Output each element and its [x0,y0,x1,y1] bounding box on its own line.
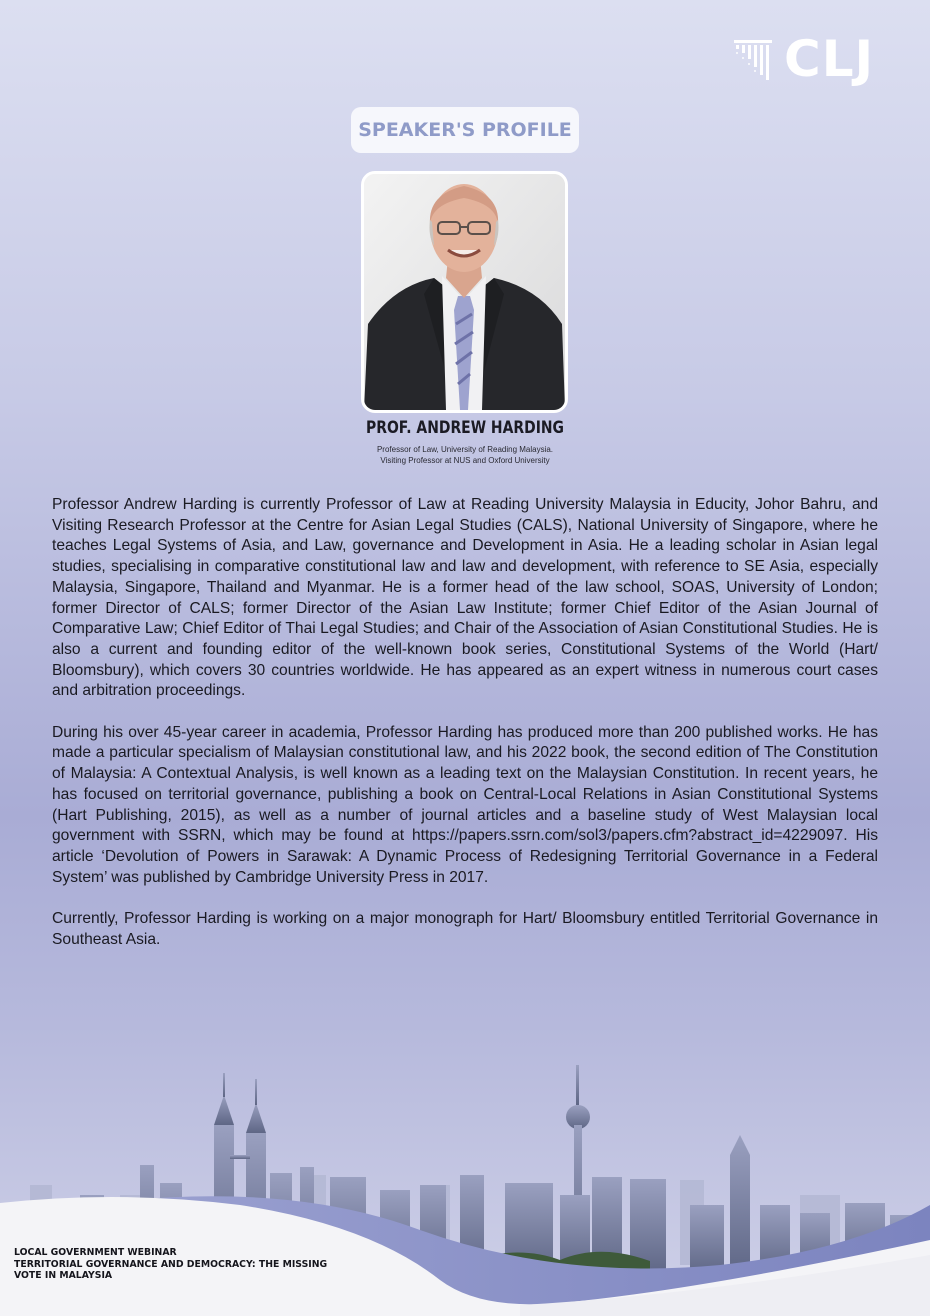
speaker-bio [52,495,878,971]
speaker-photo [361,171,568,413]
speaker-role-line1: Professor of Law, University of Reading Malaysia. [376,445,554,454]
webinar-title [14,1247,344,1281]
webinar-title-line2: TERRITORIAL GOVERNANCE AND DEMOCRACY: THE MISSING [14,1258,328,1270]
bio-paragraph: Professor Andrew Harding is currently Professor of Law at Reading University Malaysia in Educity, Johor Bahru, and Visiting Research Professor at the Centre for Asian Legal Studies (CALS), National University of Singapore, where he teaches Legal Systems of Asia, and Law, governance and Development in Asia. He a leading scholar in Asian legal studies, specialising in comparative constitutional law and law and development, with reference to SE Asia, especially Malaysia, Singapore, Thailand and Myanmar. He is a former head of the law school, SOAS, University of London; former Director of CALS; former Director of the Asian Law Institute; former Chief Editor of the Asian Journal of Comparative Law; Chief Editor of Thai Legal Studies; and Chair of the Association of Asian Constitutional Studies. He is also a current and founding editor of the well-known book series, Constitutional Systems of the World (Hart/ Bloomsbury), which covers 30 countries worldwide. He has appeared as an expert witness in numerous court cases and arbitration proceedings. [52,496,878,700]
speaker-role-line2: Visiting Professor at NUS and Oxford University [380,456,550,465]
speaker-portrait [364,174,565,410]
webinar-title-line3: VOTE IN MALAYSIA [14,1270,113,1281]
clj-logo [732,30,902,88]
bio-paragraph: During his over 45-year career in academia, Professor Harding has produced more than 200 published works. He has made a particular specialism of Malaysian constitutional law, and his 2022 book, the second edition of The Constitution of Malaysia: A Contextual Analysis, is well known as a leading text on the Malaysian Constitution. In recent years, he has focused on territorial governance, publishing a book on Central-Local Relations in Asian Constitutional Systems (Hart Publishing, 2015), as well as a number of journal articles and a baseline study of West Malaysian local government with SSRN, which may be found at https://papers.ssrn.com/sol3/papers.cfm?abstract_id=4229097. His article ‘Devolution of Powers in Sarawak: A Dynamic Process of Redesigning Territorial Governance in a Federal System’ was published by Cambridge University Press in 2017. [52,723,878,886]
speaker-profile-badge: SPEAKER'S PROFILE [351,107,579,153]
bio-paragraph: Currently, Professor Harding is working on a major monograph for Hart/ Bloomsbury entitled Territorial Governance in Southeast Asia. [52,910,878,948]
speaker-name: PROF. ANDREW HARDING [365,418,564,438]
clj-logo-text: CLJ [784,30,875,88]
clj-logo-mark-icon [732,36,776,80]
webinar-title-line1: LOCAL GOVERNMENT WEBINAR [14,1247,177,1258]
